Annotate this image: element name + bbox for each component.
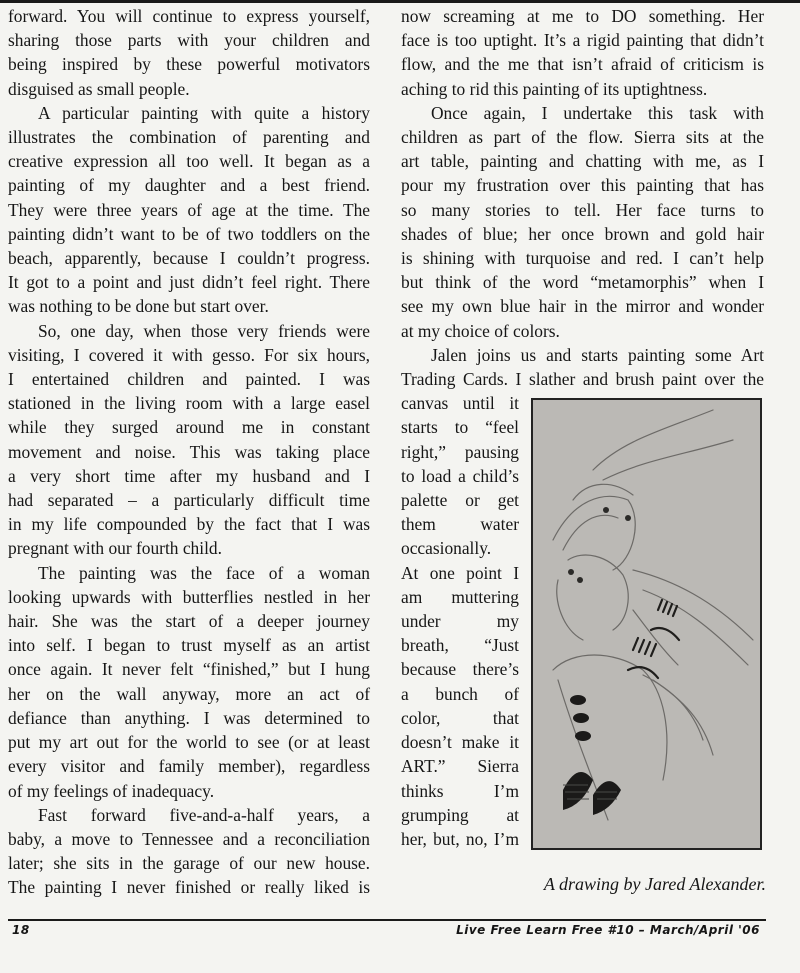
text-line: breath, “Just (401, 635, 519, 656)
text-line: so many stories to tell. Her face turns to (401, 199, 764, 220)
text-line: color, that (401, 707, 519, 728)
text-line: The painting I never finished or really liked is (8, 877, 370, 898)
text-line: It got to a point and just didn’t feel right. There (8, 272, 370, 293)
text-line: see my own blue hair in the mirror and wonder (401, 296, 764, 317)
text-line: of my feelings of inadequacy. (8, 780, 215, 801)
text-line: creative expression all too well. It began as a (8, 151, 370, 172)
paragraph (8, 319, 370, 561)
text-line: was nothing to be done but start over. (8, 296, 269, 317)
text-line: a very short time after my husband and I (8, 465, 370, 486)
text-line: later; she sits in the garage of our new house. (8, 853, 370, 874)
text-line: painting of my daughter and a best friend. (8, 175, 370, 196)
paragraph (401, 343, 764, 391)
text-line: now screaming at me to DO something. Her (401, 6, 764, 26)
left-column (8, 4, 370, 900)
text-line: So, one day, when those very friends were (38, 320, 370, 341)
text-line: but think of the word “metamorphis” when I (401, 272, 764, 293)
insect-drawing-icon (533, 400, 760, 848)
text-line: hair. She was the start of a deeper journey (8, 611, 370, 632)
paragraph (8, 4, 370, 101)
paragraph (8, 101, 370, 319)
text-line: Trading Cards. I slather and brush paint over the (401, 369, 764, 390)
text-line: palette or get (401, 490, 519, 511)
text-line: sharing those parts with your children and (8, 30, 370, 51)
text-line: ART.” Sierra (401, 756, 519, 777)
text-line: canvas until it (401, 393, 519, 414)
text-line: pregnant with our fourth child. (8, 538, 222, 559)
text-line: stationed in the living room with a large easel (8, 393, 370, 414)
text-line: illustrates the combination of parenting and (8, 127, 370, 148)
publication-footer: Live Free Learn Free #10 – March/April '06 (456, 923, 760, 937)
figure-caption: A drawing by Jared Alexander. (543, 874, 766, 894)
paragraph (8, 561, 370, 803)
text-line: children as part of the flow. Sierra sits at the (401, 127, 764, 148)
text-line: I entertained children and painted. I was (8, 369, 370, 390)
text-line: put my art out for the world to see (or at least (8, 732, 370, 753)
text-line: baby, a move to Tennessee and a reconciliation (8, 828, 370, 849)
text-line: them water (401, 514, 519, 535)
text-line: at my choice of colors. (401, 320, 560, 341)
text-line: every visitor and family member), regardless (8, 756, 370, 777)
text-line: A particular painting with quite a history (38, 102, 370, 123)
bottom-rule (8, 919, 766, 921)
text-line: looking upwards with butterflies nestled in her (8, 586, 370, 607)
text-line: being inspired by these powerful motivators (8, 54, 370, 75)
text-line: flow, and the me that isn’t afraid of criticism is (401, 54, 764, 75)
text-line: defiance than anything. I was determined to (8, 707, 370, 728)
text-line: movement and noise. This was taking place (8, 441, 370, 462)
paragraph (8, 803, 370, 900)
text-line: a bunch of (401, 683, 519, 704)
text-line: painting didn’t want to be of two toddlers on the (8, 223, 370, 244)
paragraph (401, 101, 764, 343)
text-line: visiting, I covered it with gesso. For six hours, (8, 344, 370, 365)
text-line: face is too uptight. It’s a rigid painting that didn’t (401, 30, 764, 51)
top-rule (0, 0, 800, 3)
text-line: Jalen joins us and starts painting some Art (431, 344, 764, 365)
text-line: grumping at (401, 804, 519, 825)
text-line: aching to rid this painting of its uptightness. (401, 78, 708, 99)
text-line: art table, painting and chatting with me, as I (401, 151, 764, 172)
text-line: her on the wall anyway, more an act of (8, 683, 370, 704)
text-line: Once again, I undertake this task with (431, 102, 764, 123)
drawing-figure (531, 398, 762, 850)
text-line: in my life compounded by the fact that I was (8, 514, 370, 535)
text-line: is shining with turquoise and red. I can’t help (401, 248, 764, 269)
text-line: doesn’t make it (401, 732, 519, 753)
text-line: pour my frustration over this painting that has (401, 175, 764, 196)
text-line: disguised as small people. (8, 78, 190, 99)
text-line: to load a child’s (401, 465, 519, 486)
text-line: into self. I began to trust myself as an artist (8, 635, 370, 656)
text-line: because there’s (401, 659, 519, 680)
text-line: thinks I’m (401, 780, 519, 801)
text-line: The painting was the face of a woman (38, 562, 370, 583)
text-line: once again. It never felt “finished,” but I hung (8, 659, 370, 680)
text-line: am muttering (401, 586, 519, 607)
text-line: Fast forward five-and-a-half years, a (38, 804, 370, 825)
text-line: forward. You will continue to express yourself, (8, 6, 370, 26)
text-line: had separated – a particularly difficult time (8, 490, 370, 511)
text-line: her, but, no, I’m (401, 828, 519, 849)
wrapped-text (401, 391, 519, 851)
text-line: while they surged around me in constant (8, 417, 370, 438)
text-line: shades of blue; her once brown and gold hair (401, 223, 764, 244)
text-line: under my (401, 611, 519, 632)
text-line: occasionally. (401, 538, 492, 559)
paragraph (401, 4, 764, 101)
text-line: starts to “feel (401, 417, 519, 438)
text-line: They were three years of age at the time. The (8, 199, 370, 220)
page-number: 18 (12, 923, 30, 937)
text-line: beach, apparently, because I couldn’t progress. (8, 248, 370, 269)
text-line: right,” pausing (401, 441, 519, 462)
text-line: At one point I (401, 562, 519, 583)
